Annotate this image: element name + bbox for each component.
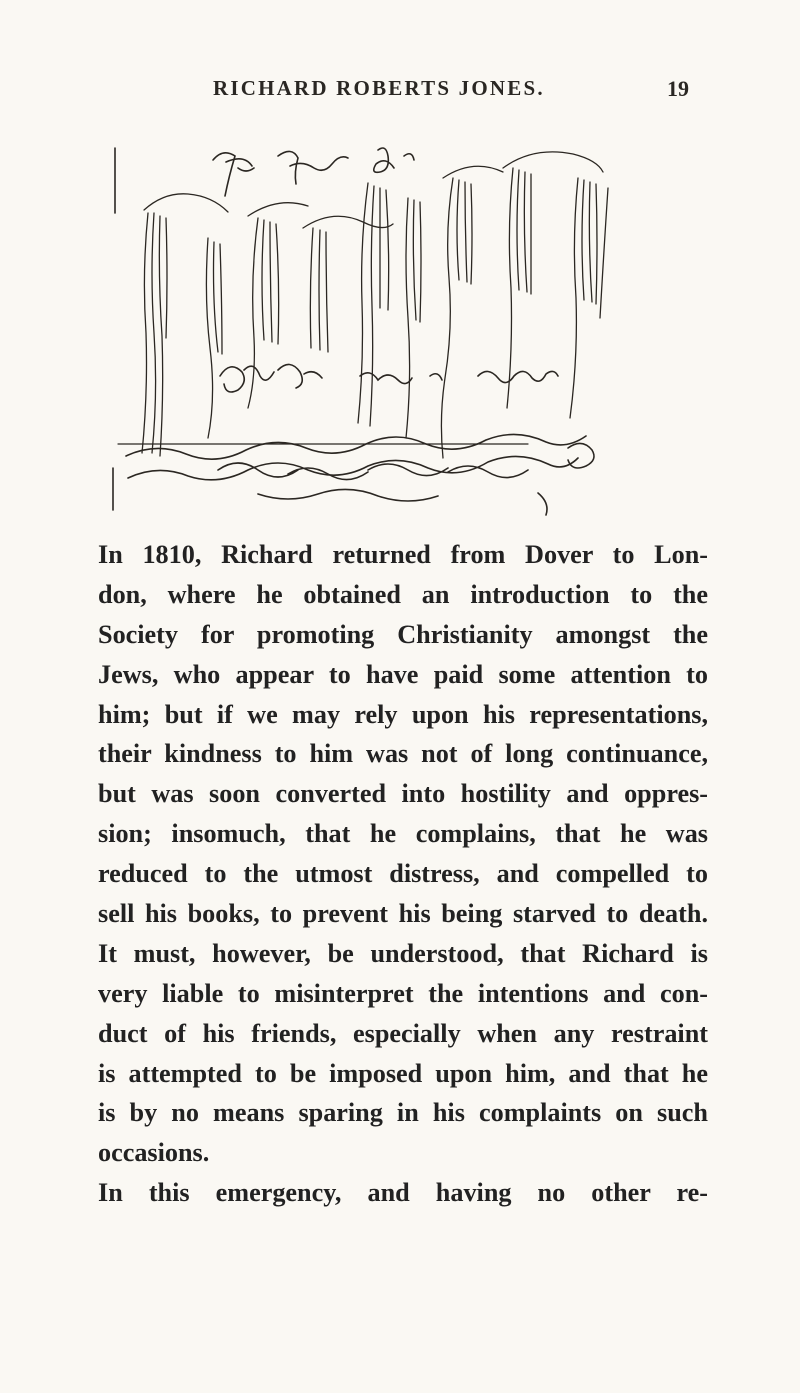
text-line: very liable to misinterpret the intentions and con-	[98, 978, 708, 1008]
text-line: reduced to the utmost distress, and compelled to	[98, 859, 708, 889]
text-line: is attempted to be imposed upon him, and that he	[98, 1058, 708, 1088]
script-stroke	[226, 159, 254, 171]
body-text	[98, 535, 708, 1213]
script-stroke	[220, 366, 274, 392]
handwriting-engraving-svg	[108, 138, 623, 518]
running-head	[0, 76, 800, 106]
text-line: occasions.	[98, 1138, 210, 1168]
text-line: but was soon converted into hostility and oppres-	[98, 779, 708, 809]
text-line: is by no means sparing in his complaints on such	[98, 1098, 708, 1128]
script-stroke	[430, 374, 442, 380]
flourish-stroke	[128, 456, 578, 479]
flourish-stroke	[258, 489, 438, 501]
text-line: Society for promoting Christianity amongst the	[98, 619, 708, 649]
text-line: Jews, who appear to have paid some attention to	[98, 659, 708, 689]
text-line: duct of his friends, especially when any restraint	[98, 1018, 708, 1048]
script-stroke	[374, 148, 394, 172]
script-stroke	[478, 371, 558, 382]
script-stroke	[360, 373, 412, 384]
script-stroke	[278, 364, 322, 388]
text-line: sell his books, to prevent his being starved to death.	[98, 899, 708, 929]
text-line: don, where he obtained an introduction to the	[98, 579, 708, 609]
text-line: their kindness to him was not of long continuance,	[98, 739, 708, 769]
handwriting-engraving	[108, 138, 623, 518]
text-line: sion; insomuch, that he complains, that he was	[98, 819, 708, 849]
flourish-stroke	[568, 443, 594, 468]
flourish-stroke	[126, 434, 586, 459]
running-title: RICHARD ROBERTS JONES.	[213, 76, 545, 100]
text-line: In this emergency, and having no other re-	[98, 1178, 708, 1208]
script-stroke	[404, 154, 414, 160]
text-line: him; but if we may rely upon his representations,	[98, 699, 708, 729]
text-line: It must, however, be understood, that Richard is	[98, 938, 708, 968]
text-line: In 1810, Richard returned from Dover to Lon-	[98, 540, 708, 569]
page-number: 19	[667, 76, 689, 101]
script-stroke	[278, 151, 348, 184]
flourish-stroke	[538, 493, 547, 515]
